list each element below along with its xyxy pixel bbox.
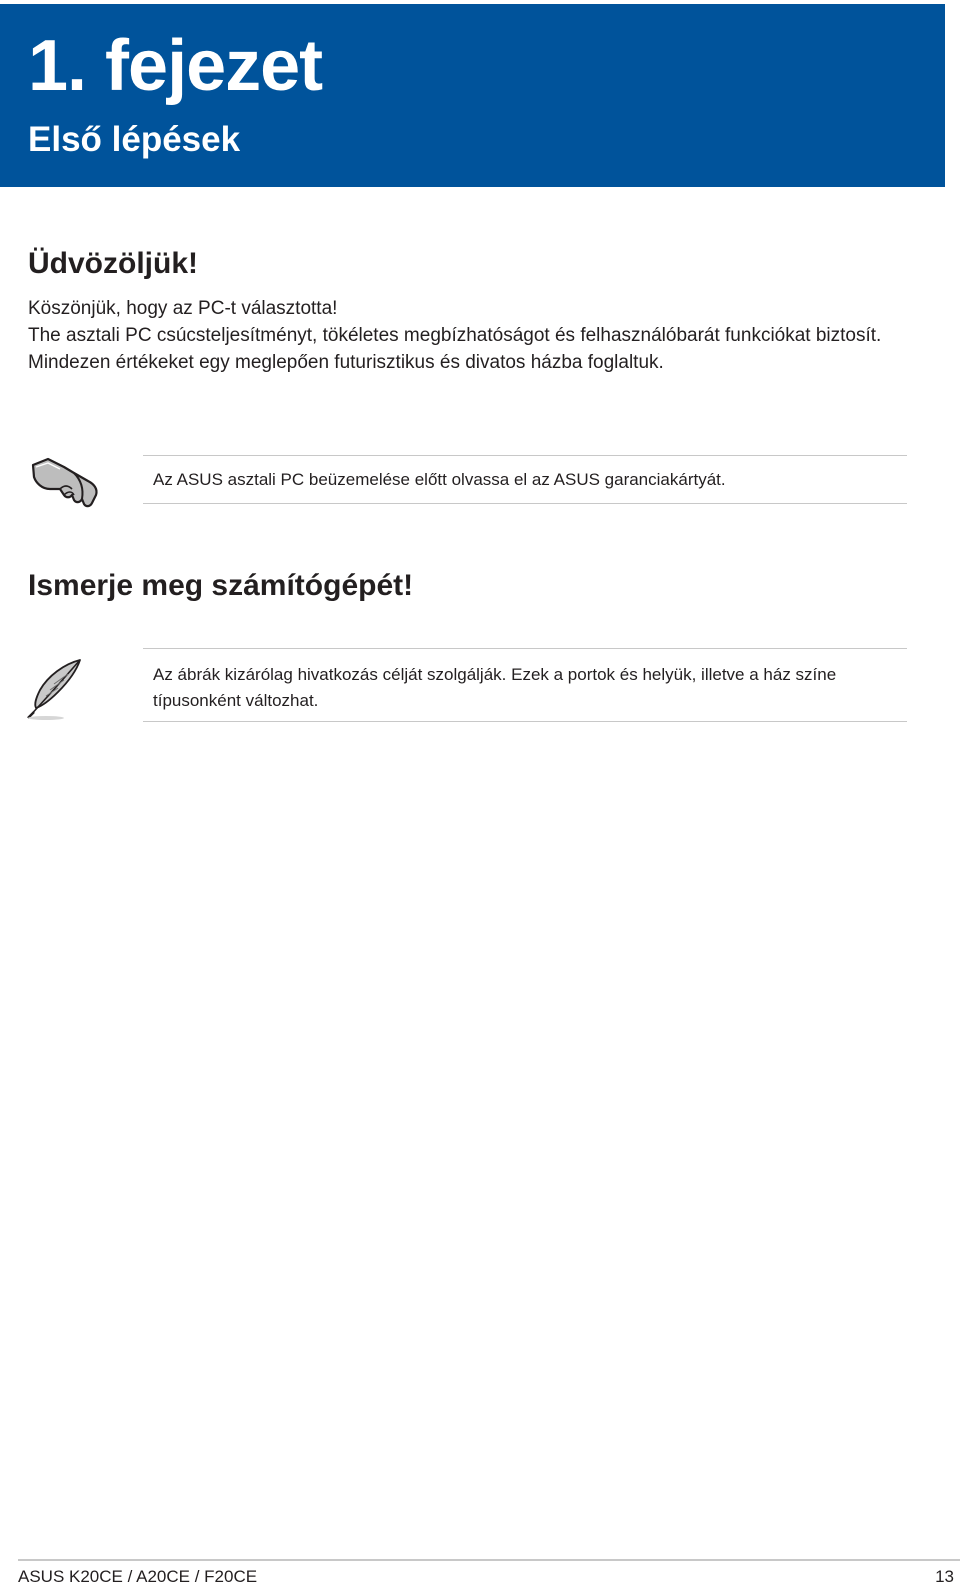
chapter-header-band	[0, 4, 945, 187]
welcome-heading: Üdvözöljük!	[28, 247, 198, 280]
important-notice-text: Az ASUS asztali PC beüzemelése előtt olvassa el az ASUS garanciakártyát.	[153, 470, 726, 489]
know-your-pc-heading: Ismerje meg számítógépét!	[28, 569, 414, 602]
page-number: 13	[935, 1567, 954, 1586]
footer-divider	[18, 1559, 960, 1561]
pointing-hand-icon	[30, 455, 102, 511]
chapter-number: 1. fejezet	[28, 26, 323, 106]
quill-pen-icon	[24, 658, 86, 722]
intro-line-thanks: Köszönjük, hogy az PC-t választotta!	[28, 298, 338, 319]
footer-model: ASUS K20CE / A20CE / F20CE	[18, 1567, 258, 1586]
intro-line-features: The asztali PC csúcsteljesítményt, tökéletes megbízhatóságot és felhasználóbarát funkciókat biztosít. Mindezen értékeket egy meglepően futurisztikus és divatos házba foglaltuk.	[28, 325, 882, 373]
note-notice	[143, 648, 907, 722]
note-notice-text: Az ábrák kizárólag hivatkozás célját szolgálják. Ezek a portok és helyük, illetve a ház színe típusonként változhat.	[153, 665, 837, 710]
intro-paragraph	[28, 295, 928, 376]
chapter-title: Első lépések	[28, 120, 241, 159]
important-notice	[143, 455, 907, 504]
